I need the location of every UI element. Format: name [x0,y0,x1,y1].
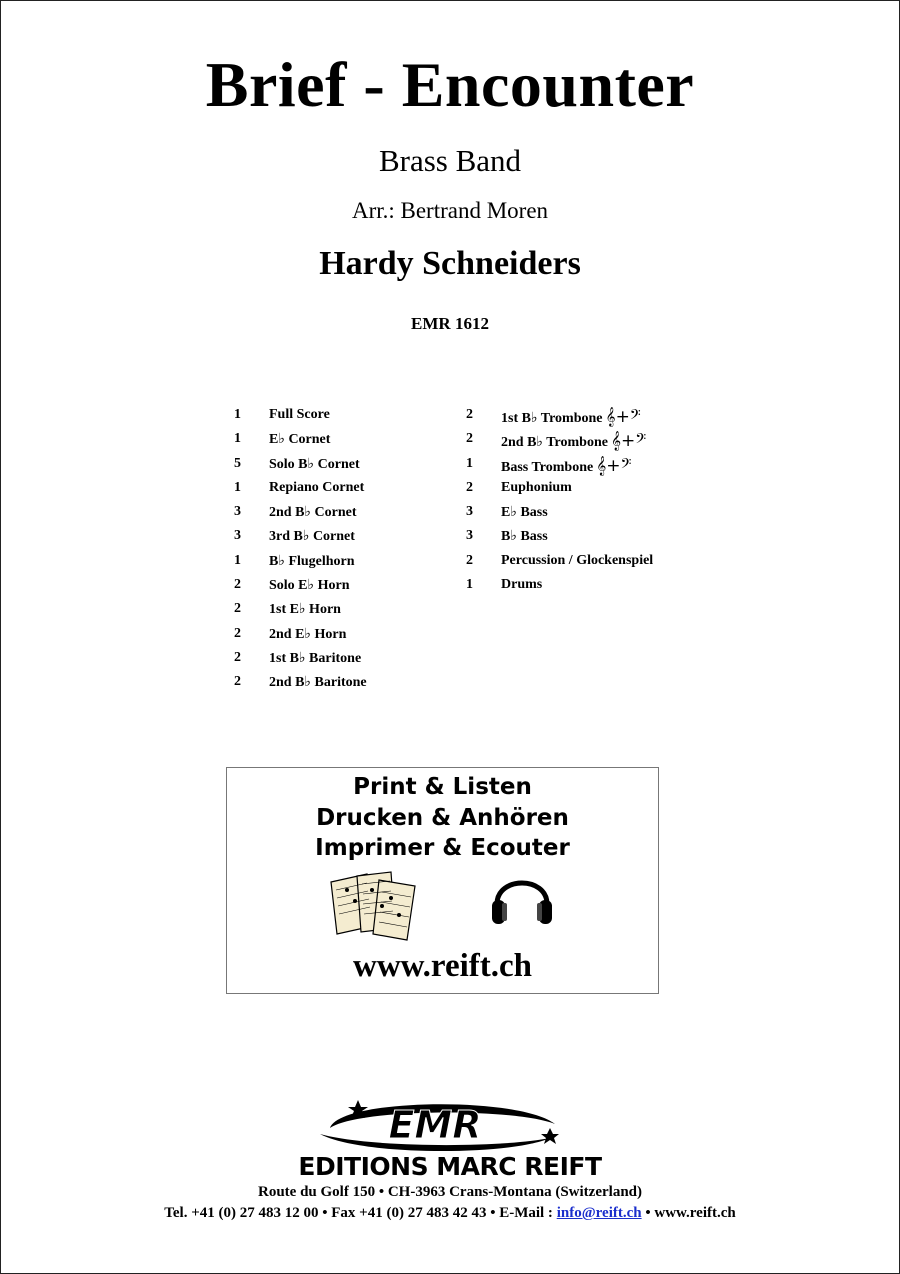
part-name: Full Score [269,407,330,422]
contacts-prefix: Tel. +41 (0) 27 483 12 00 • Fax +41 (0) 27 483 42 43 • E-Mail : [164,1205,557,1221]
part-qty: 2 [234,649,241,665]
ensemble-label: Brass Band [378,143,522,178]
part-qty: 2 [234,674,241,690]
part-name: Repiano Cornet [269,479,365,495]
contacts-suffix: • www.reift.ch [641,1205,736,1221]
part-qty: 1 [234,552,241,568]
part-name: E♭ Bass [501,505,548,521]
part-qty: 1 [234,479,241,495]
part-qty: 3 [234,504,241,520]
part-qty: 2 [466,552,473,568]
part-qty: 2 [466,479,473,495]
catalog-number: EMR 1612 [411,314,489,333]
part-qty: 5 [234,455,241,471]
headphones-icon [489,864,555,930]
treble-bass-clef-icon: 𝄞+𝄢 [605,407,641,427]
part-name-text: 2nd B♭ Trombone [501,435,608,451]
print-listen-box [226,767,659,994]
part-name-text: 1st B♭ Trombone [501,411,603,426]
part-name: B♭ Flugelhorn [269,553,355,569]
promo-website[interactable]: www.reift.ch [352,948,533,984]
part-name: B♭ Bass [501,529,548,545]
part-name: Solo E♭ Horn [269,578,350,594]
treble-bass-clef-icon: 𝄞+𝄢 [610,431,647,452]
arranger-credit: Arr.: Bertrand Moren [351,198,549,223]
emr-logo [300,1094,570,1156]
part-name: Percussion / Glockenspiel [501,552,654,568]
composer-name: Hardy Schneiders [319,245,581,282]
part-name [501,407,641,427]
part-name: E♭ Cornet [269,432,331,448]
promo-line-english: Print & Listen [353,774,532,800]
part-name: 2nd E♭ Horn [269,626,347,642]
part-name: 2nd B♭ Baritone [269,675,367,691]
part-qty: 2 [234,601,241,617]
part-qty: 1 [466,577,473,593]
promo-line-french: Imprimer & Ecouter [315,835,570,861]
part-qty: 1 [466,455,473,471]
part-name: Euphonium [501,479,572,495]
part-name: Drums [501,577,543,593]
part-qty: 1 [234,407,241,422]
part-qty: 2 [234,625,241,641]
promo-line-german: Drucken & Anhören [316,805,569,831]
part-qty: 2 [466,431,473,447]
sheet-music-icon [327,868,422,943]
part-name [501,456,631,476]
part-qty: 1 [234,431,241,447]
part-name: Solo B♭ Cornet [269,456,360,472]
part-name: 2nd B♭ Cornet [269,505,357,521]
part-name [501,431,646,451]
part-name: 1st E♭ Horn [269,602,341,618]
part-name: 3rd B♭ Cornet [269,529,355,545]
score-title: Brief - Encounter [205,49,695,120]
publisher-address: Route du Golf 150 • CH-3963 Crans-Montana (Switzerland) [258,1184,642,1200]
part-name: 1st B♭ Baritone [269,650,362,666]
part-qty: 2 [234,577,241,593]
publisher-name: EDITIONS MARC REIFT [298,1152,602,1181]
part-qty: 3 [234,528,241,544]
publisher-contacts [0,1205,900,1222]
part-qty: 3 [466,528,473,544]
treble-bass-clef-icon: 𝄞+𝄢 [596,455,632,476]
email-link[interactable]: info@reift.ch [556,1205,642,1221]
part-name-text: Bass Trombone [501,459,594,475]
part-qty: 2 [466,407,473,422]
logo-text: EMR [388,1103,482,1147]
part-qty: 3 [466,504,473,520]
